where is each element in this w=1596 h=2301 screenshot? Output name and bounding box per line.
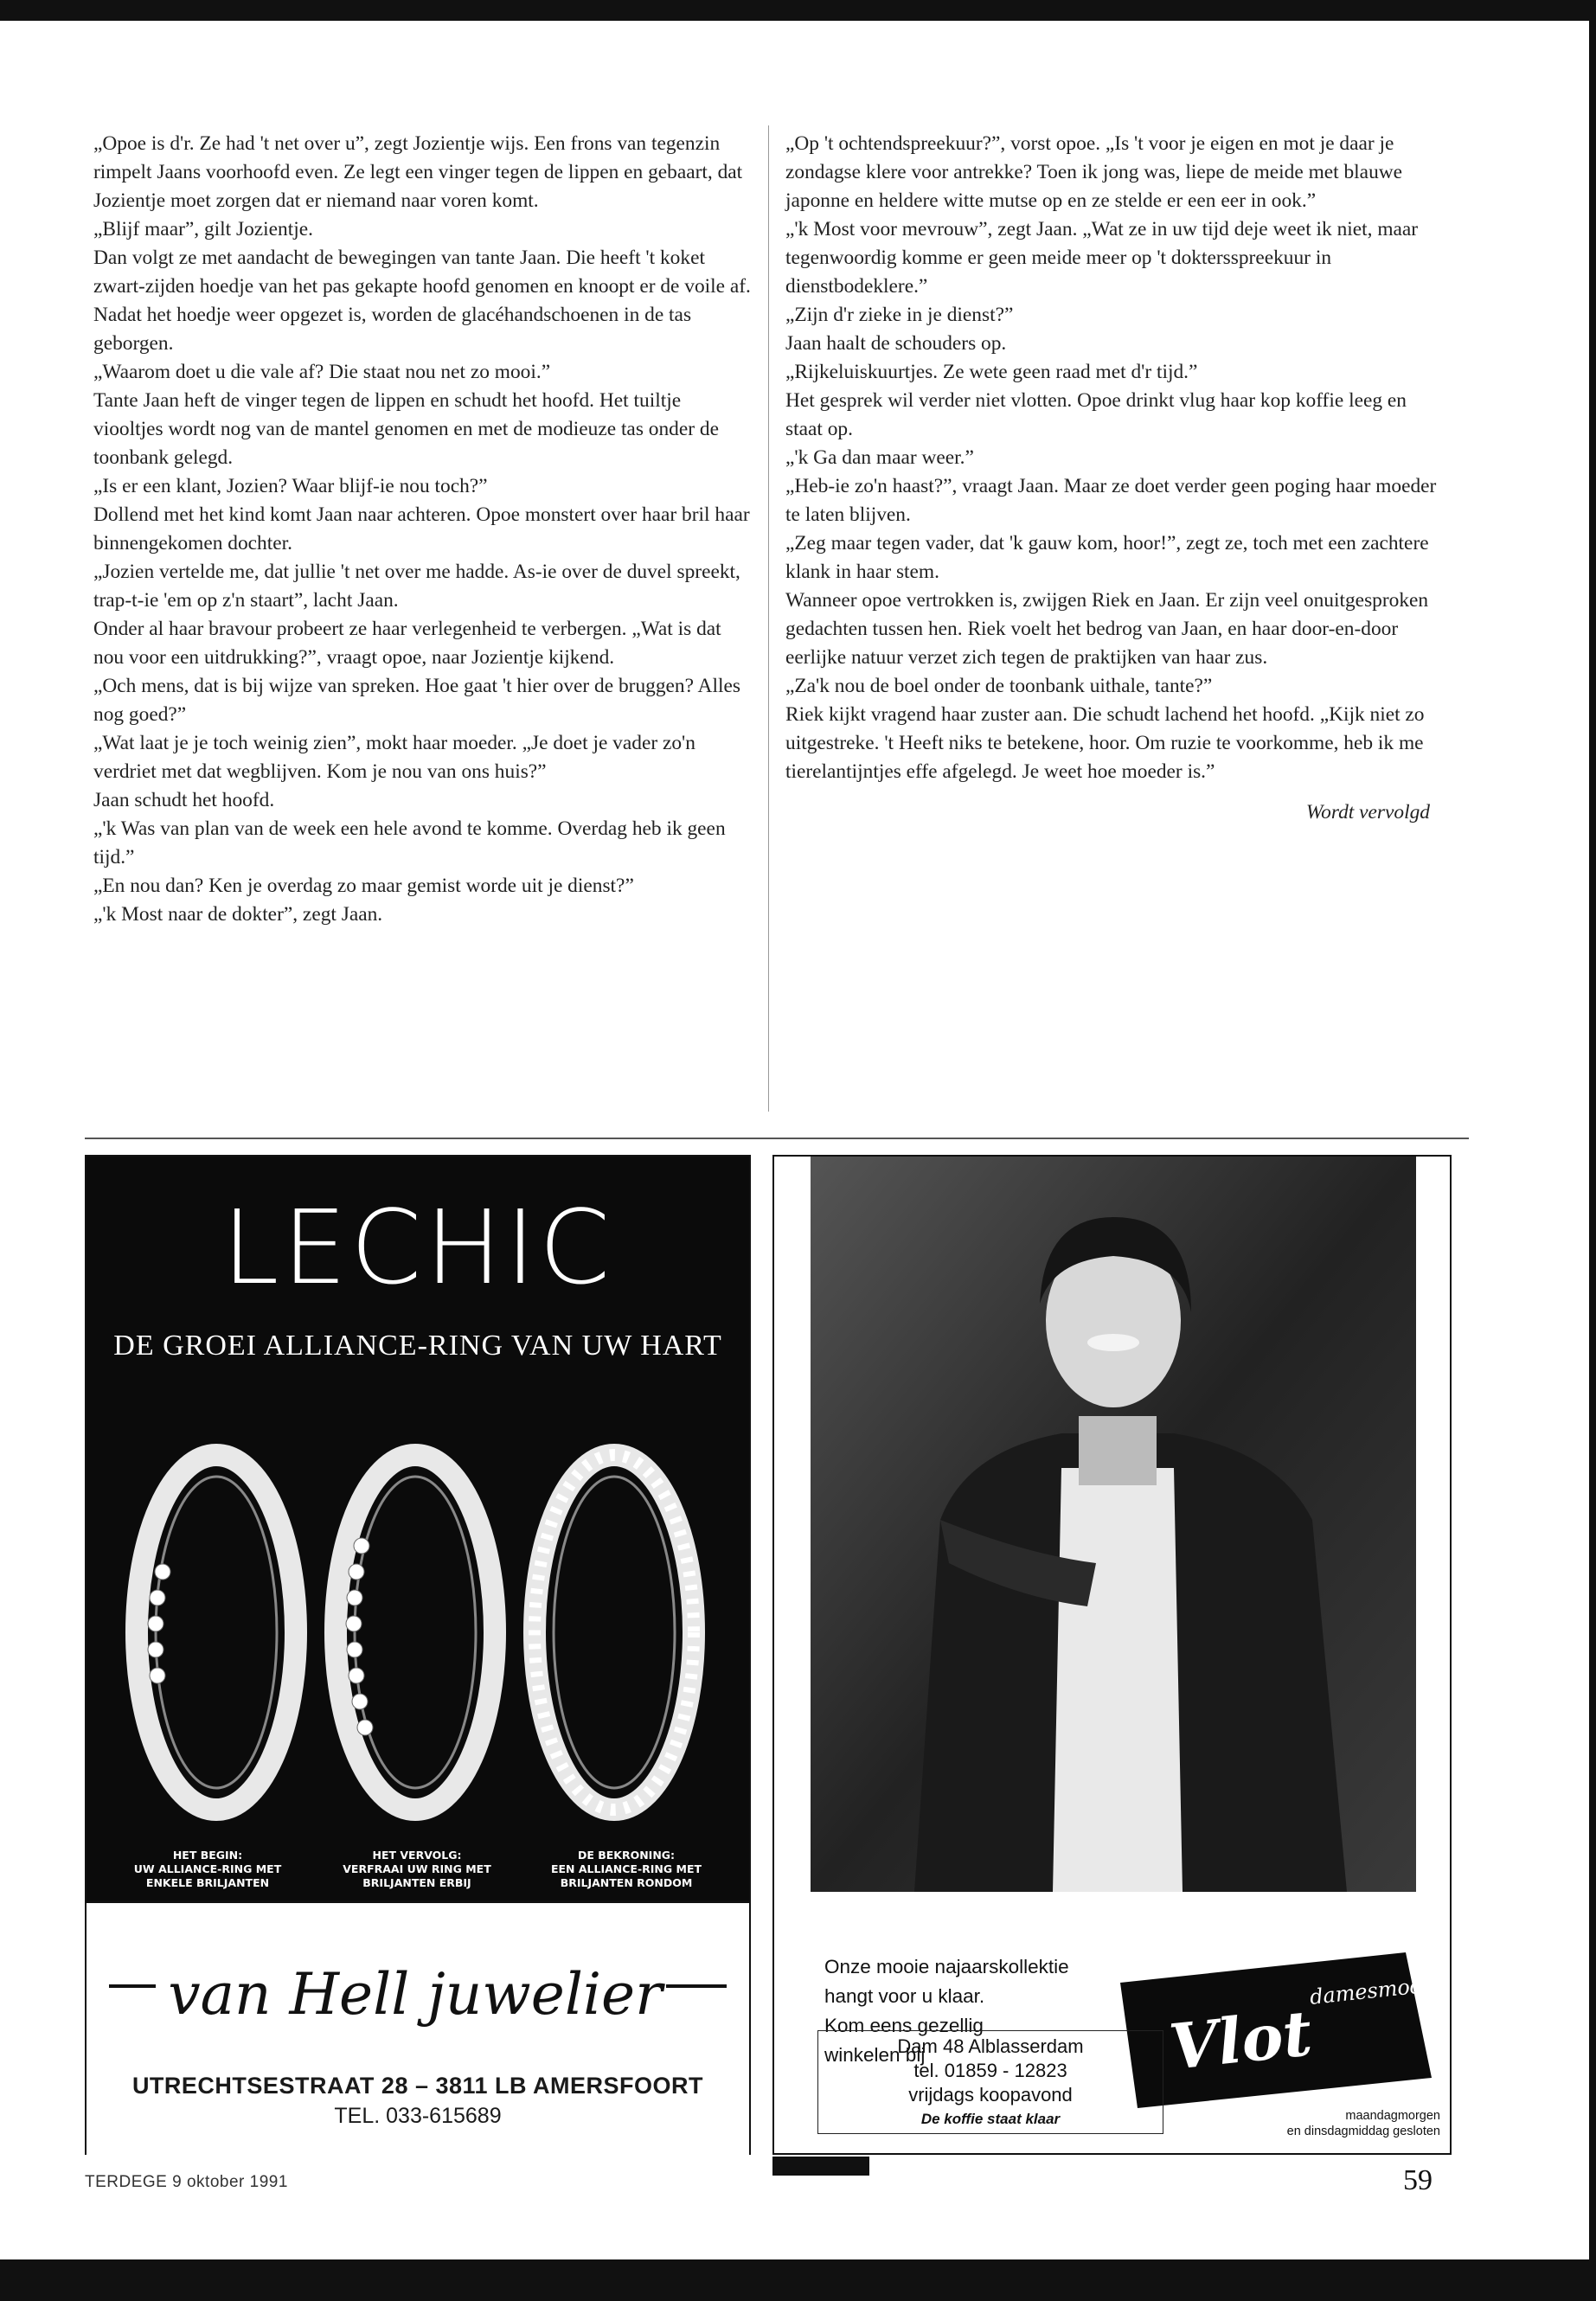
ring-caption-line: VERFRAAI UW RING MET (343, 1862, 491, 1875)
paragraph: „Op 't ochtendspreekuur?”, vorst opoe. „Is 't voor je eigen en mot je daar je zondagse klere voor antrekke? Toen ik jong was, liepe de meide met blauwe japonne en heldere witte mutse op en ze stelde er een eer in ook.” (785, 132, 1403, 212)
paragraph: Wanneer opoe vertrokken is, zwijgen Riek en Jaan. Er zijn veel onuitgesproken gedachten tussen hen. Riek voelt het bedrog van Jaan, en haar door-en-door eerlijke natuur verzet zich tegen de praktijken van haar zus. (785, 589, 1429, 669)
paragraph: „'k Most naar de dokter”, zegt Jaan. (93, 903, 383, 926)
paragraph: „Is er een klant, Jozien? Waar blijf-ie nou toch?” (93, 475, 488, 497)
paragraph: „'k Ga dan maar weer.” (785, 446, 974, 469)
page-border-top (0, 0, 1596, 21)
paragraph: „Wat laat je je toch weinig zien”, mokt haar moeder. „Je doet je vader zo'n verdriet met dat wegblijven. Kom je nou van ons huis?” (93, 732, 695, 783)
column-divider (768, 125, 769, 1112)
section-divider (85, 1138, 1469, 1139)
paragraph: „Blijf maar”, gilt Jozientje. (93, 218, 313, 240)
lechic-logo: LECHIC (221, 1188, 614, 1307)
page-number: 59 (1403, 2164, 1433, 2196)
vlot-closed-note (1189, 2108, 1440, 2139)
ring-caption-line: UW ALLIANCE-RING MET (133, 1862, 282, 1875)
lechic-panel (87, 1157, 749, 1900)
vlot-contact-box (817, 2030, 1163, 2134)
ring-caption-line: BRILJANTEN RONDOM (560, 1876, 693, 1889)
paragraph: Riek kijkt vragend haar zuster aan. Die schudt lachend het hoofd. „Kijk niet zo uitgestreke. 't Heeft niks te betekene, hoor. Om ruzie te voorkomme, heb ik me tierelantijntjes effe afgelegd. Je weet hoe moeder is.” (785, 703, 1425, 783)
paragraph: Tante Jaan heft de vinger tegen de lippen en schudt het hoofd. Het tuiltje viooltjes wordt nog van de mantel genomen en met de modieuze tas onder de toonbank gelegd. (93, 389, 719, 469)
ring-icon (137, 1455, 296, 1810)
paragraph: „Jozien vertelde me, dat jullie 't net over me hadde. As-ie over de duvel spreekt, trap-t-ie 'em op z'n staart”, lacht Jaan. (93, 561, 740, 612)
footer-magazine: TERDEGE 9 oktober 1991 (85, 2173, 288, 2191)
ring-caption (322, 1849, 512, 1890)
paragraph: „Heb-ie zo'n haast?”, vraagt Jaan. Maar ze doet verder geen poging haar moeder te laten blijven. (785, 475, 1437, 526)
page-border-bottom (0, 2259, 1596, 2301)
lechic-tagline: DE GROEI ALLIANCE-RING VAN UW HART (113, 1330, 722, 1362)
vlot-contact-line: Dam 48 Alblasserdam (897, 2035, 1084, 2057)
ad-vlot (772, 1155, 1452, 2155)
vlot-line: hangt voor u klaar. (824, 1985, 985, 2007)
black-tab-decoration (772, 2157, 869, 2176)
ring-icon (336, 1455, 495, 1810)
paragraph: „Rijkeluiskuurtjes. Ze wete geen raad met d'r tijd.” (785, 361, 1198, 383)
paragraph: „Za'k nou de boel onder de toonbank uithale, tante?” (785, 675, 1213, 697)
store-address: UTRECHTSESTRAAT 28 – 3811 LB AMERSFOORT (131, 2073, 704, 2099)
ad-lechic (85, 1155, 751, 2155)
paragraph: Dollend met het kind komt Jaan naar achteren. Opoe monstert over haar bril haar binnengekomen dochter. (93, 503, 750, 554)
paragraph: „'k Most voor mevrouw”, zegt Jaan. „Wat ze in uw tijd deje weet ik niet, maar tegenwoordig komme er geen meide meer op 't doktersspreekuur in dienstbodeklere.” (785, 218, 1419, 298)
vanhell-logo (104, 1919, 732, 2057)
vlot-line: winkelen bij (824, 2044, 926, 2066)
continued-note: Wordt vervolgd (1305, 801, 1430, 824)
vlot-line: Onze mooie najaarskollektie (824, 1956, 1069, 1977)
paragraph: „'k Was van plan van de week een hele avond te komme. Overdag heb ik geen tijd.” (93, 817, 726, 868)
paragraph: Onder al haar bravour probeert ze haar verlegenheid te verbergen. „Wat is dat nou voor een uitdrukking?”, vraagt opoe, naar Jozientje kijkend. (93, 618, 721, 669)
vlot-contact-line: vrijdags koopavond (908, 2084, 1073, 2106)
page-border-right (1589, 0, 1596, 2301)
fashion-photo (811, 1157, 1416, 1892)
story-left-column (93, 130, 755, 929)
vlot-koffie: De koffie staat klaar (920, 2111, 1061, 2127)
ring-caption-title: DE BEKRONING: (577, 1849, 676, 1862)
ring-caption (531, 1849, 721, 1890)
paragraph: Jaan schudt het hoofd. (93, 789, 275, 811)
vlot-logo-script: damesmode (1308, 1971, 1437, 2009)
vanhell-panel (87, 1900, 749, 2156)
paragraph: Het gesprek wil verder niet vlotten. Opoe drinkt vlug haar kop koffie leeg en staat op. (785, 389, 1407, 440)
paragraph: Dan volgt ze met aandacht de bewegingen van tante Jaan. Die heeft 't koket zwart-zijden hoedje van het pas gekapte hoofd genomen en knoopt er de voile af. Nadat het hoedje weer opgezet is, worden de glacéhandschoenen in de tas geborgen. (93, 247, 751, 355)
store-phone: TEL. 033-615689 (334, 2104, 502, 2128)
paragraph: „Och mens, dat is bij wijze van spreken. Hoe gaat 't hier over de bruggen? Alles nog goed?” (93, 675, 740, 726)
ring-icon (535, 1455, 694, 1810)
vlot-contact-line: tel. 01859 - 12823 (913, 2060, 1067, 2081)
paragraph: „Zijn d'r zieke in je dienst?” (785, 304, 1014, 326)
rings-illustration (112, 1381, 723, 1840)
ring-caption-line: ENKELE BRILJANTEN (145, 1876, 270, 1889)
ring-caption (112, 1849, 303, 1890)
vlot-line: Kom eens gezellig (824, 2015, 984, 2036)
vlot-logo-name: Vlot (1165, 1996, 1316, 2084)
paragraph: „Opoe is d'r. Ze had 't net over u”, zegt Jozientje wijs. Een frons van tegenzin rimpelt Jaans voorhoofd even. Ze legt een vinger tegen de lippen en gebaart, dat Jozientje moet zorgen dat er niemand naar voren komt. (93, 132, 743, 212)
vlot-closed-line: en dinsdagmiddag gesloten (1286, 2125, 1440, 2138)
ring-caption-line: BRILJANTEN ERBIJ (362, 1876, 471, 1889)
ring-caption-title: HET BEGIN: (172, 1849, 243, 1862)
paragraph: „Waarom doet u die vale af? Die staat nou net zo mooi.” (93, 361, 551, 383)
paragraph: Jaan haalt de schouders op. (785, 332, 1007, 355)
paragraph: „Zeg maar tegen vader, dat 'k gauw kom, hoor!”, zegt ze, toch met een zachtere klank in haar stem. (785, 532, 1429, 583)
ring-caption-title: HET VERVOLG: (372, 1849, 462, 1862)
vanhell-logo-text: van Hell juwelier (168, 1961, 663, 2028)
vlot-closed-line: maandagmorgen (1345, 2109, 1440, 2123)
ring-caption-line: EEN ALLIANCE-RING MET (550, 1862, 702, 1875)
story-right-column (785, 130, 1447, 827)
paragraph: „En nou dan? Ken je overdag zo maar gemist worde uit je dienst?” (93, 875, 634, 897)
